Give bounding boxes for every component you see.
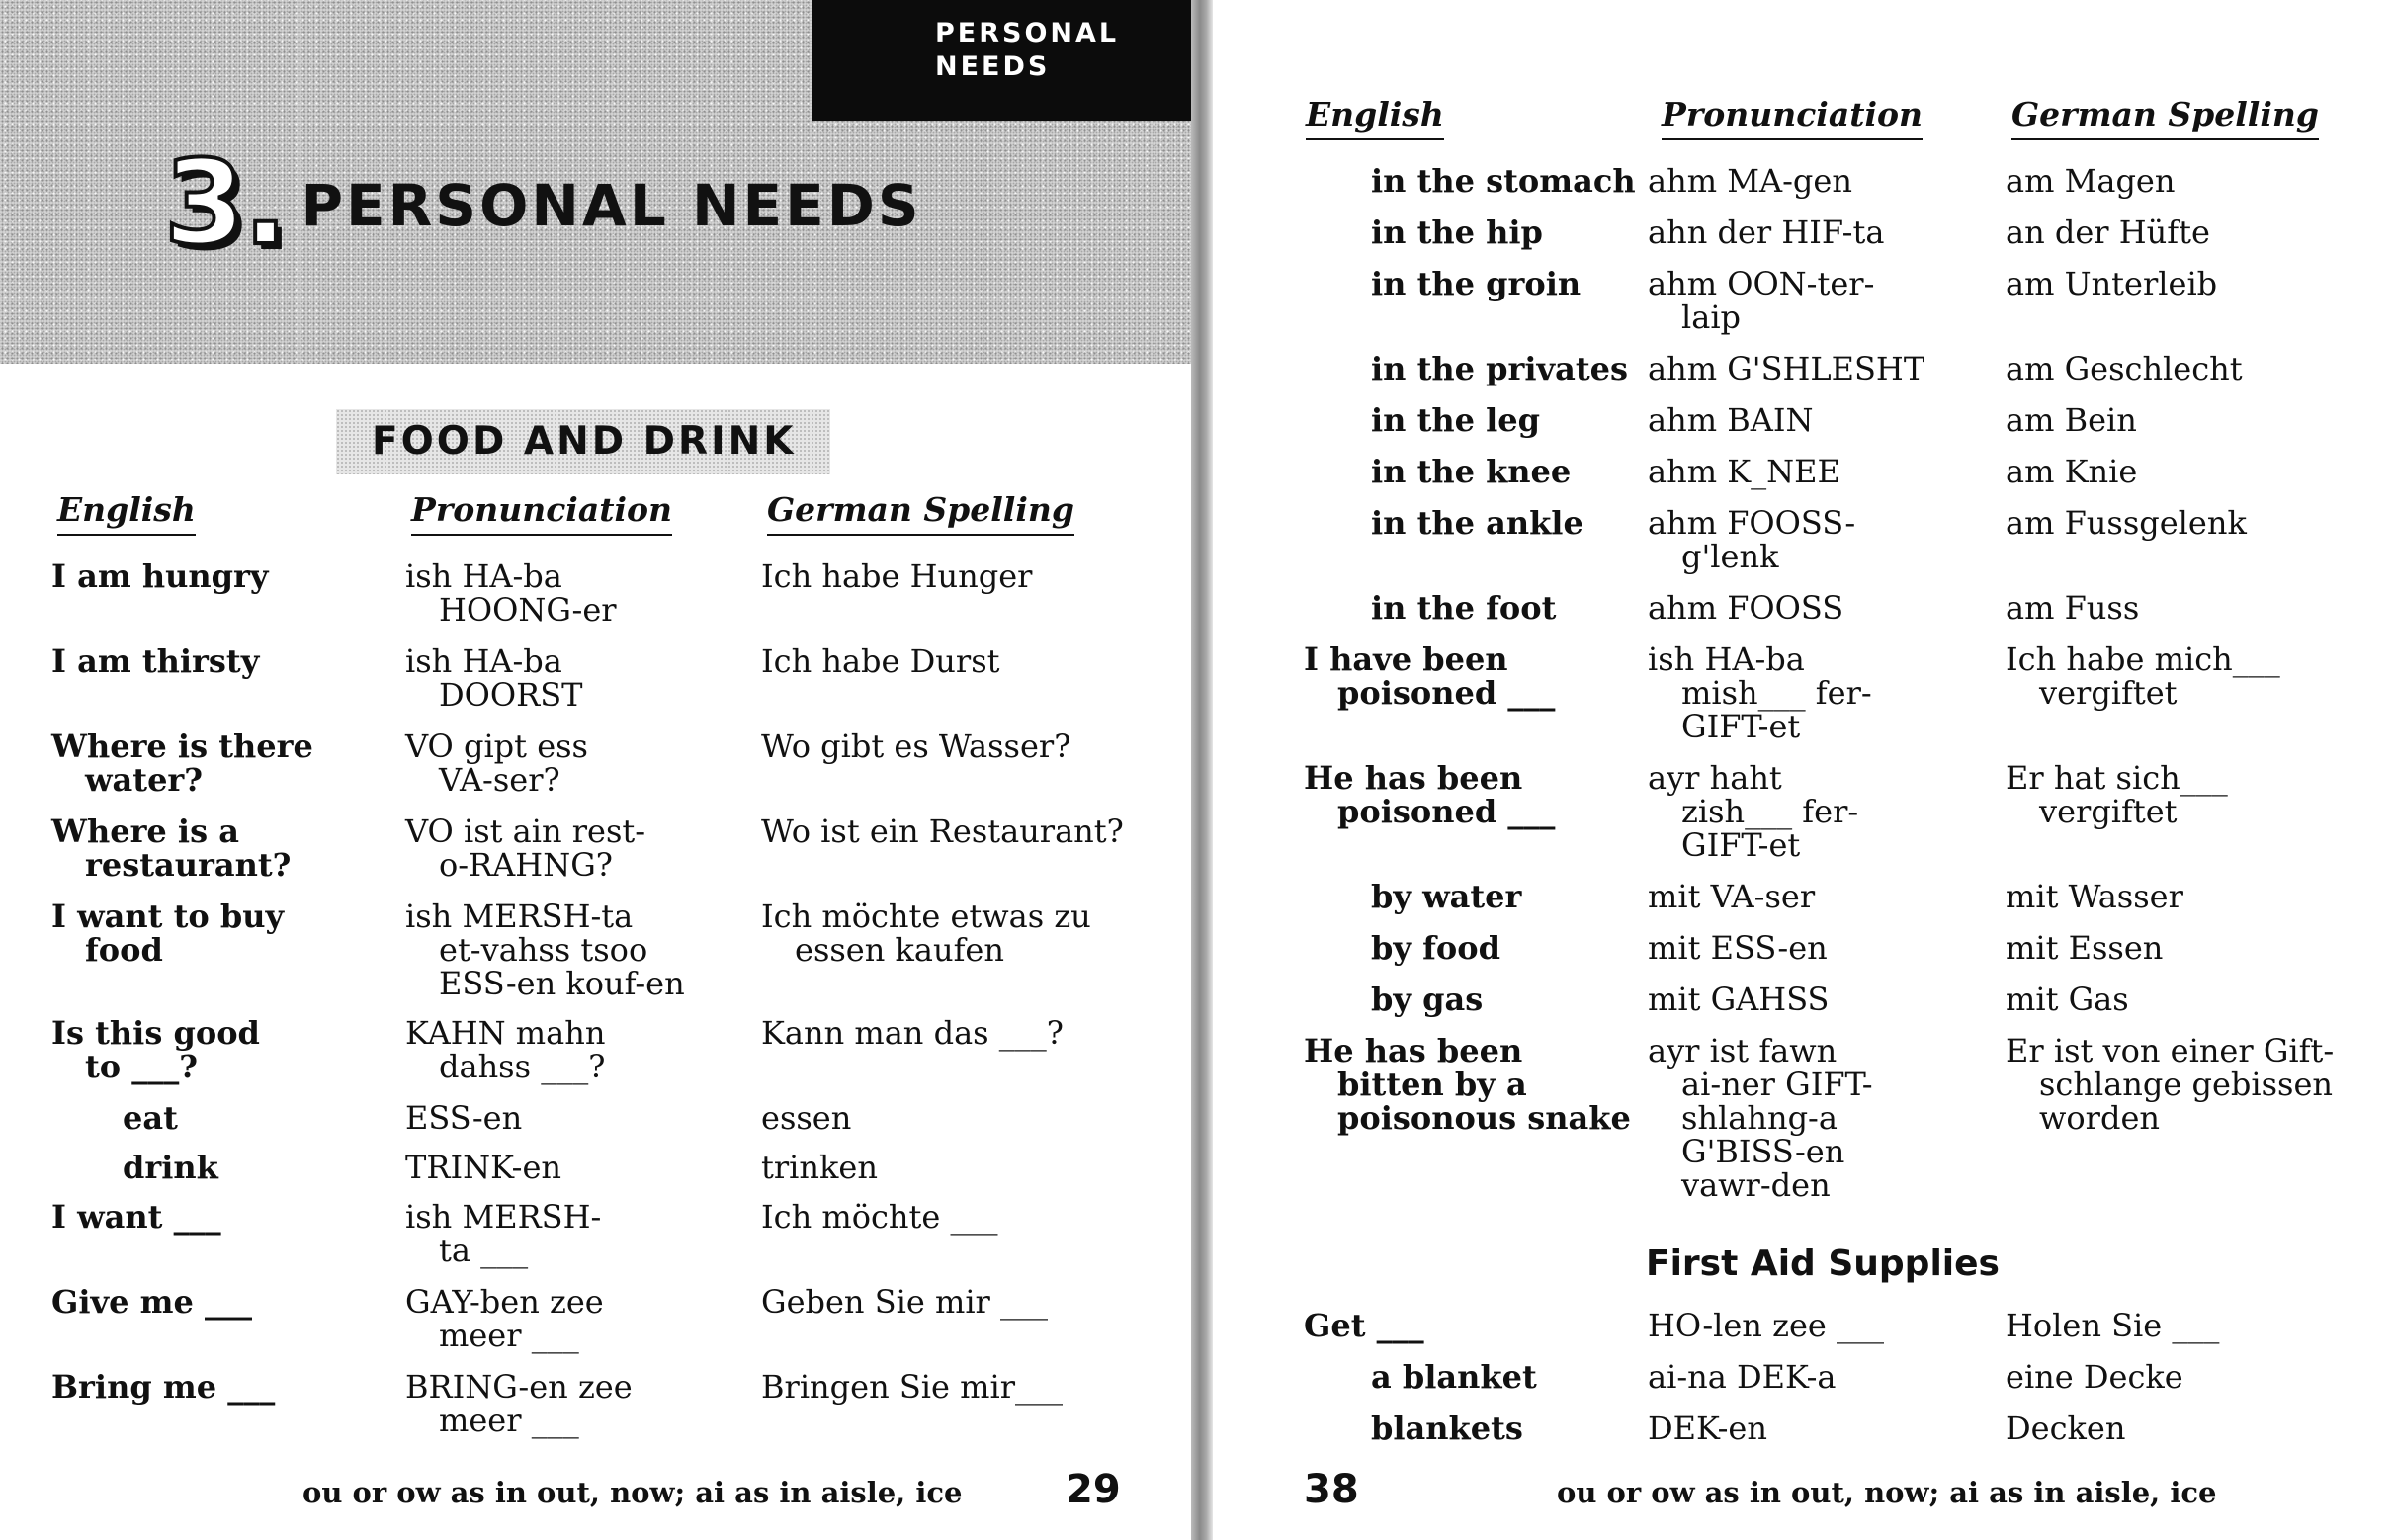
column-header-german: German Spelling <box>767 490 1074 536</box>
pronunciation-line: TRINK-en <box>405 1149 562 1186</box>
pronunciation-line: KAHN mahn <box>405 1014 606 1052</box>
pronunciation-cell <box>405 899 685 1000</box>
german-spelling-line: vergiftet <box>2039 674 2178 712</box>
pronunciation-cell <box>405 729 588 797</box>
german-spelling-cell <box>2006 1360 2183 1394</box>
pronunciation-line: g'lenk <box>1681 538 1779 575</box>
pronunciation-cell <box>1648 1309 1884 1342</box>
german-spelling-line: essen kaufen <box>795 931 1004 969</box>
english-phrase-line: to ___? <box>85 1048 199 1085</box>
pronunciation-cell <box>1648 983 1829 1016</box>
german-spelling-line: mit Gas <box>2006 981 2129 1018</box>
pronunciation-line: mit GAHSS <box>1648 981 1830 1018</box>
pronunciation-cell <box>405 814 645 882</box>
pronunciation-line: laip <box>1681 299 1742 336</box>
english-phrase-line: I want to buy <box>51 898 285 935</box>
pronunciation-line: ish MERSH-ta <box>405 898 634 935</box>
english-phrase-cell <box>1304 403 1540 437</box>
english-phrase-cell <box>1304 880 1521 913</box>
chapter-title <box>164 134 922 271</box>
pronunciation-line: mit VA-ser <box>1648 878 1816 915</box>
section-heading <box>336 409 830 474</box>
german-spelling-line: am Unterleib <box>2006 265 2218 302</box>
german-spelling-cell <box>761 644 999 678</box>
english-phrase-cell <box>1304 931 1500 965</box>
pronunciation-cell <box>1648 591 1843 625</box>
german-spelling-cell <box>761 1200 997 1234</box>
german-spelling-cell <box>2006 215 2210 249</box>
english-phrase-cell <box>51 814 291 882</box>
english-phrase-cell <box>1304 591 1556 625</box>
german-spelling-line: Ich möchte etwas zu <box>761 898 1091 935</box>
german-spelling-line: Wo ist ein Restaurant? <box>761 813 1124 850</box>
english-phrase-cell <box>51 729 313 797</box>
pronunciation-cell <box>405 1200 601 1267</box>
pronunciation-line: ahn der HIF-ta <box>1648 214 1885 251</box>
pronunciation-cell <box>405 1101 522 1135</box>
english-phrase-line: a blanket <box>1371 1358 1537 1396</box>
pronunciation-footer: ou or ow as in out, now; ai as in aisle, ice <box>1557 1476 2217 1509</box>
chapter-name: PERSONAL NEEDS <box>300 172 922 239</box>
pronunciation-line: ta ___ <box>439 1232 529 1269</box>
first-aid-subheading: First Aid Supplies <box>1646 1243 2000 1284</box>
german-spelling-cell <box>2006 983 2129 1016</box>
german-spelling-cell <box>2006 506 2247 540</box>
pronunciation-line: HO-len zee ___ <box>1648 1307 1884 1344</box>
column-header-english: English <box>1306 95 1444 140</box>
pronunciation-cell <box>1648 880 1815 913</box>
pronunciation-line: mish___ fer- <box>1681 674 1872 712</box>
column-header-english: English <box>57 490 196 536</box>
pronunciation-cell <box>1648 352 1924 385</box>
book-gutter <box>1191 0 1213 1540</box>
pronunciation-line: ESS-en <box>405 1099 523 1137</box>
english-phrase-line: in the hip <box>1371 214 1543 251</box>
german-spelling-line: Ich habe Durst <box>761 642 1000 680</box>
english-phrase-line: I am hungry <box>51 557 269 595</box>
english-phrase-line: in the foot <box>1371 589 1557 627</box>
pronunciation-line: ai-ner GIFT- <box>1681 1066 1873 1103</box>
pronunciation-line: ahm G'SHLESHT <box>1648 350 1925 387</box>
german-spelling-cell <box>2006 352 2243 385</box>
german-spelling-cell <box>2006 455 2137 488</box>
english-phrase-line: by gas <box>1371 981 1484 1018</box>
left-page <box>0 0 1191 1540</box>
pronunciation-line: DOORST <box>439 676 583 714</box>
pronunciation-cell <box>1648 506 1855 573</box>
pronunciation-line: ish HA-ba <box>405 642 562 680</box>
pronunciation-cell <box>1648 761 1858 862</box>
pronunciation-line: ahm OON-ter- <box>1648 265 1875 302</box>
pronunciation-cell <box>1648 1412 1767 1445</box>
german-spelling-line: Bringen Sie mir___ <box>761 1368 1063 1406</box>
pronunciation-line: vawr-den <box>1681 1166 1831 1204</box>
german-spelling-line: am Fuss <box>2006 589 2140 627</box>
german-spelling-line: trinken <box>761 1149 878 1186</box>
english-phrase-line: I want ___ <box>51 1198 221 1236</box>
english-phrase-cell <box>1304 1309 1424 1342</box>
pronunciation-line: GIFT-et <box>1681 826 1801 864</box>
section-tab-line: PERSONAL <box>935 18 1120 48</box>
german-spelling-cell <box>2006 880 2183 913</box>
german-spelling-line: Kann man das ___? <box>761 1014 1064 1052</box>
pronunciation-line: dahss ___? <box>439 1048 606 1085</box>
pronunciation-line: ahm BAIN <box>1648 401 1814 439</box>
german-spelling-line: an der Hüfte <box>2006 214 2210 251</box>
pronunciation-cell <box>405 1016 605 1083</box>
english-phrase-line: food <box>85 931 163 969</box>
english-phrase-cell <box>51 899 284 967</box>
pronunciation-line: DEK-en <box>1648 1410 1767 1447</box>
german-spelling-line: vergiftet <box>2039 793 2178 830</box>
english-phrase-cell <box>1304 267 1581 300</box>
english-phrase-line: in the ankle <box>1371 504 1583 542</box>
english-phrase-cell <box>51 1285 252 1319</box>
english-phrase-line: Is this good <box>51 1014 260 1052</box>
german-spelling-line: worden <box>2039 1099 2160 1137</box>
english-phrase-line: by water <box>1371 878 1522 915</box>
german-spelling-cell <box>761 1016 1064 1050</box>
german-spelling-cell <box>2006 591 2139 625</box>
pronunciation-line: HOONG-er <box>439 591 617 629</box>
right-page <box>1213 0 2394 1540</box>
german-spelling-line: am Magen <box>2006 162 2176 200</box>
german-spelling-cell <box>2006 164 2175 198</box>
pronunciation-cell <box>1648 1034 1873 1202</box>
pronunciation-cell <box>1648 931 1828 965</box>
pronunciation-line: BRING-en zee <box>405 1368 633 1406</box>
german-spelling-cell <box>761 559 1032 593</box>
german-spelling-cell <box>2006 403 2137 437</box>
german-spelling-line: Geben Sie mir ___ <box>761 1283 1049 1321</box>
english-phrase-cell <box>1304 983 1483 1016</box>
pronunciation-line: meer ___ <box>439 1317 579 1354</box>
english-phrase-cell <box>1304 1360 1537 1394</box>
german-spelling-cell <box>761 1151 878 1184</box>
english-phrase-line: poisonous snake <box>1337 1099 1631 1137</box>
german-spelling-line: am Knie <box>2006 453 2138 490</box>
german-spelling-line: am Geschlecht <box>2006 350 2243 387</box>
english-phrase-cell <box>51 1101 178 1135</box>
pronunciation-line: ahm MA-gen <box>1648 162 1852 200</box>
pronunciation-cell <box>405 1285 604 1352</box>
pronunciation-cell <box>1648 267 1874 334</box>
english-phrase-line: poisoned ___ <box>1337 793 1556 830</box>
pronunciation-line: ai-na DEK-a <box>1648 1358 1837 1396</box>
german-spelling-cell <box>2006 761 2228 828</box>
german-spelling-line: Er ist von einer Gift- <box>2006 1032 2335 1069</box>
column-header-german: German Spelling <box>2011 95 2319 140</box>
english-phrase-cell <box>1304 455 1571 488</box>
pronunciation-cell <box>1648 642 1872 743</box>
english-phrase-line: eat <box>123 1099 178 1137</box>
pronunciation-line: ayr haht <box>1648 759 1782 797</box>
german-spelling-cell <box>761 729 1070 763</box>
pronunciation-line: GIFT-et <box>1681 708 1801 745</box>
pronunciation-cell <box>405 644 582 712</box>
english-phrase-line: drink <box>123 1149 218 1186</box>
german-spelling-line: Decken <box>2006 1410 2126 1447</box>
english-phrase-cell <box>1304 215 1543 249</box>
german-spelling-cell <box>2006 1034 2334 1135</box>
german-spelling-cell <box>761 814 1124 848</box>
german-spelling-line: Er hat sich___ <box>2006 759 2228 797</box>
english-phrase-line: restaurant? <box>85 846 292 884</box>
chapter-number: 3. <box>164 134 286 271</box>
pronunciation-line: ish HA-ba <box>1648 641 1805 678</box>
german-spelling-cell <box>761 899 1091 967</box>
pronunciation-line: mit ESS-en <box>1648 929 1828 967</box>
pronunciation-line: o-RAHNG? <box>439 846 613 884</box>
pronunciation-cell <box>405 1370 633 1437</box>
english-phrase-line: He has been <box>1304 759 1523 797</box>
pronunciation-line: VO ist ain rest- <box>405 813 646 850</box>
english-phrase-line: water? <box>85 761 204 799</box>
german-spelling-line: mit Essen <box>2006 929 2164 967</box>
english-phrase-line: bitten by a <box>1337 1066 1527 1103</box>
pronunciation-line: meer ___ <box>439 1402 579 1439</box>
english-phrase-line: I have been <box>1304 641 1508 678</box>
section-tab <box>812 0 1191 121</box>
pronunciation-footer: ou or ow as in out, now; ai as in aisle, ice <box>302 1476 963 1509</box>
pronunciation-cell <box>1648 455 1840 488</box>
german-spelling-line: Ich habe Hunger <box>761 557 1033 595</box>
german-spelling-line: Ich möchte ___ <box>761 1198 998 1236</box>
pronunciation-line: ESS-en kouf-en <box>439 965 685 1002</box>
german-spelling-line: Ich habe mich___ <box>2006 641 2280 678</box>
pronunciation-line: ish HA-ba <box>405 557 562 595</box>
german-spelling-line: Holen Sie ___ <box>2006 1307 2220 1344</box>
german-spelling-cell <box>761 1285 1048 1319</box>
pronunciation-line: et-vahss tsoo <box>439 931 648 969</box>
german-spelling-line: schlange gebissen <box>2039 1066 2333 1103</box>
german-spelling-line: essen <box>761 1099 852 1137</box>
pronunciation-line: VO gipt ess <box>405 727 588 765</box>
english-phrase-line: Bring me ___ <box>51 1368 276 1406</box>
english-phrase-line: Where is there <box>51 727 313 765</box>
german-spelling-cell <box>2006 931 2163 965</box>
section-heading-text: FOOD AND DRINK <box>372 419 797 464</box>
english-phrase-line: in the knee <box>1371 453 1572 490</box>
pronunciation-line: VA-ser? <box>439 761 560 799</box>
english-phrase-line: in the leg <box>1371 401 1540 439</box>
pronunciation-line: zish___ fer- <box>1681 793 1859 830</box>
english-phrase-cell <box>1304 506 1583 540</box>
english-phrase-line: Where is a <box>51 813 239 850</box>
german-spelling-cell <box>2006 1412 2125 1445</box>
german-spelling-line: eine Decke <box>2006 1358 2183 1396</box>
english-phrase-line: poisoned ___ <box>1337 674 1556 712</box>
german-spelling-cell <box>2006 642 2280 710</box>
english-phrase-cell <box>1304 761 1555 828</box>
page-number: 29 <box>1066 1467 1121 1512</box>
english-phrase-line: I am thirsty <box>51 642 260 680</box>
english-phrase-line: in the stomach <box>1371 162 1636 200</box>
english-phrase-cell <box>1304 352 1628 385</box>
pronunciation-cell <box>405 559 617 627</box>
english-phrase-cell <box>51 1016 260 1083</box>
english-phrase-line: in the groin <box>1371 265 1582 302</box>
pronunciation-line: G'BISS-en <box>1681 1133 1845 1170</box>
pronunciation-line: ahm FOOSS- <box>1648 504 1856 542</box>
german-spelling-cell <box>2006 267 2217 300</box>
pronunciation-cell <box>1648 403 1813 437</box>
page-number: 38 <box>1304 1467 1359 1512</box>
section-tab-line: NEEDS <box>935 51 1051 82</box>
english-phrase-line: by food <box>1371 929 1500 967</box>
english-phrase-cell <box>51 1200 221 1234</box>
english-phrase-cell <box>1304 1412 1523 1445</box>
pronunciation-cell <box>405 1151 561 1184</box>
chapter-banner <box>0 0 1191 364</box>
english-phrase-line: blankets <box>1371 1410 1523 1447</box>
english-phrase-cell <box>51 644 259 678</box>
pronunciation-line: ahm FOOSS <box>1648 589 1844 627</box>
pronunciation-line: ahm K_NEE <box>1648 453 1840 490</box>
pronunciation-cell <box>1648 164 1852 198</box>
english-phrase-cell <box>51 1151 218 1184</box>
column-header-pronunciation: Pronunciation <box>411 490 672 536</box>
english-phrase-cell <box>51 559 268 593</box>
english-phrase-line: in the privates <box>1371 350 1628 387</box>
german-spelling-cell <box>2006 1309 2219 1342</box>
english-phrase-line: Give me ___ <box>51 1283 252 1321</box>
pronunciation-line: ish MERSH- <box>405 1198 602 1236</box>
pronunciation-cell <box>1648 215 1884 249</box>
german-spelling-line: am Fussgelenk <box>2006 504 2247 542</box>
column-header-pronunciation: Pronunciation <box>1662 95 1923 140</box>
pronunciation-cell <box>1648 1360 1836 1394</box>
english-phrase-line: He has been <box>1304 1032 1523 1069</box>
english-phrase-cell <box>1304 642 1555 710</box>
english-phrase-cell <box>51 1370 275 1404</box>
english-phrase-cell <box>1304 164 1636 198</box>
german-spelling-line: Wo gibt es Wasser? <box>761 727 1071 765</box>
pronunciation-line: GAY-ben zee <box>405 1283 604 1321</box>
german-spelling-cell <box>761 1101 851 1135</box>
german-spelling-line: am Bein <box>2006 401 2137 439</box>
english-phrase-line: Get ___ <box>1304 1307 1424 1344</box>
pronunciation-line: shlahng-a <box>1681 1099 1838 1137</box>
german-spelling-cell <box>761 1370 1063 1404</box>
german-spelling-line: mit Wasser <box>2006 878 2183 915</box>
pronunciation-line: ayr ist fawn <box>1648 1032 1838 1069</box>
english-phrase-cell <box>1304 1034 1631 1135</box>
